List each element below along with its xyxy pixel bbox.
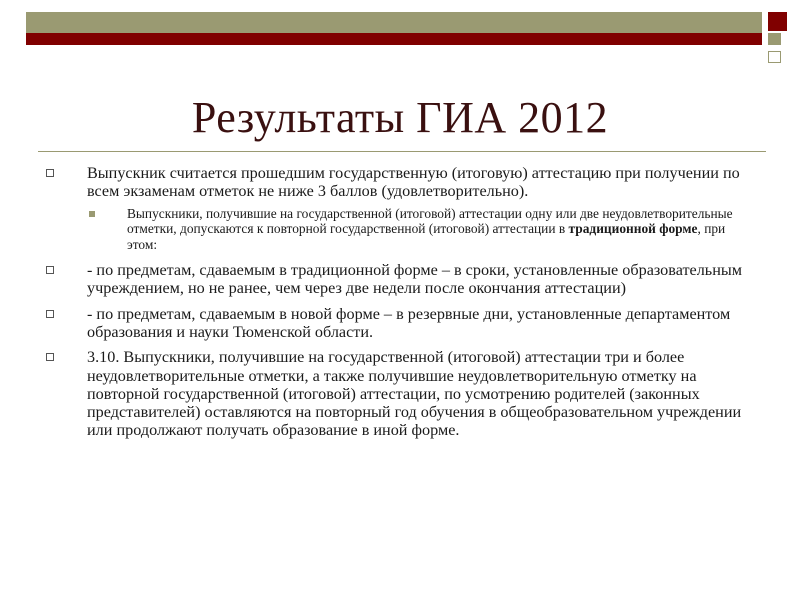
sub-bullet-item [46, 206, 756, 253]
bullet-text: - по предметам, сдаваемым в традиционной форме – в сроки, установленные образовательным учреждением, но не ранее, чем через две недели после окончания аттестации) [87, 261, 742, 298]
bullet-text: 3.10. Выпускники, получившие на государственной (итоговой) аттестации три и более неудовлетворительные отметки, а также получившие неудовлетворительную отметку на повторной государственной (итоговой) аттестации, по усмотрению родителей (законных представителей) оставляются на повторный год обучения в общеобразовательном учреждении или продолжают получать образование в иной форме. [87, 348, 742, 440]
bullet-item [46, 261, 756, 298]
header-bar-olive [26, 12, 762, 33]
corner-square-outline [768, 51, 781, 63]
corner-square-olive [768, 33, 781, 45]
slide-content [46, 164, 756, 447]
square-bullet-icon [46, 353, 54, 361]
square-bullet-icon [46, 310, 54, 318]
bullet-item [46, 305, 756, 342]
sub-bullet-text [127, 206, 733, 252]
bullet-item [46, 164, 756, 201]
sub-bullet-text-bold: традиционной форме [568, 221, 698, 237]
sub-bullet-text-start: Выпускники, получившие на государственной (итоговой) аттестации одну или две неудовлетворительные отметки, допускаются к повторной государственной (итоговой) аттестации в [127, 205, 733, 237]
bullet-item [46, 348, 756, 439]
header-bar-maroon [26, 33, 762, 45]
bullet-text: Выпускник считается прошедшим государственную (итоговую) аттестацию при получении по всем экзаменам отметок не ниже 3 баллов (удовлетворительно). [87, 164, 740, 201]
corner-square-maroon [768, 12, 787, 31]
square-bullet-icon [46, 266, 54, 274]
slide-title: Результаты ГИА 2012 [191, 93, 609, 142]
square-bullet-icon [46, 169, 54, 177]
sub-bullet-text-end: , при этом: [127, 221, 726, 252]
bullet-text: - по предметам, сдаваемым в новой форме – в резервные дни, установленные департаментом образования и науки Тюменской области. [87, 304, 731, 341]
filled-square-bullet-icon [89, 211, 95, 217]
title-divider [38, 151, 766, 152]
